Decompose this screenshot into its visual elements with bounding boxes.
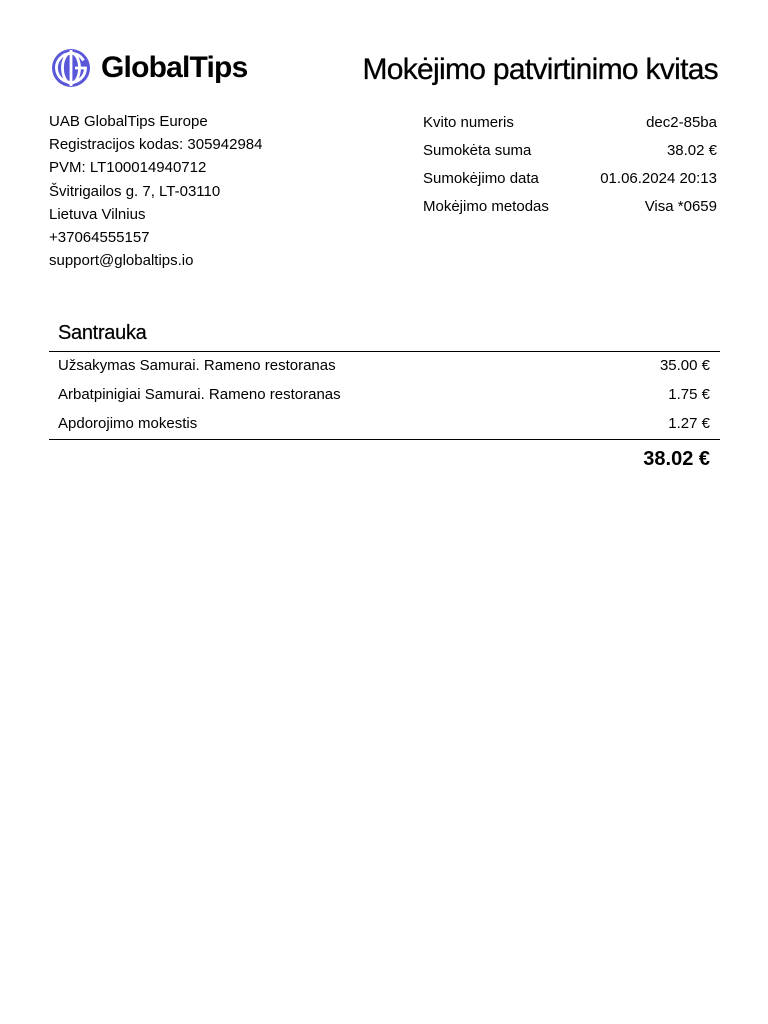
meta-label: Kvito numeris xyxy=(423,114,514,131)
meta-value: 01.06.2024 20:13 xyxy=(600,170,717,187)
meta-row-payment-date xyxy=(423,168,717,196)
line-item xyxy=(58,410,710,439)
company-details xyxy=(49,110,262,272)
line-item-description: Apdorojimo mokestis xyxy=(58,415,198,432)
company-phone: +37064555157 xyxy=(49,229,150,247)
meta-row-amount-paid xyxy=(423,140,717,168)
meta-value: 38.02 € xyxy=(666,142,717,159)
line-item-description: Arbatpinigiai Samurai. Rameno restoranas xyxy=(58,386,341,403)
company-country-city: Lietuva Vilnius xyxy=(49,205,146,223)
line-item-amount: 1.75 € xyxy=(668,386,710,403)
meta-value: Visa *0659 xyxy=(644,198,717,215)
line-item-amount: 35.00 € xyxy=(659,357,710,374)
meta-row-payment-method xyxy=(423,196,717,224)
meta-value: dec2-85ba xyxy=(646,114,717,131)
summary-items-list xyxy=(58,352,710,439)
line-item xyxy=(58,352,710,381)
brand-logo xyxy=(50,47,247,89)
summary-bottom-divider xyxy=(49,439,720,440)
company-vat-code: PVM: LT100014940712 xyxy=(49,159,207,177)
company-email: support@globaltips.io xyxy=(49,252,194,270)
meta-label: Sumokėjimo data xyxy=(423,170,539,187)
line-item xyxy=(58,381,710,410)
summary-heading: Santrauka xyxy=(58,322,147,344)
brand-name: GlobalTips xyxy=(101,51,248,84)
meta-row-receipt-number xyxy=(423,112,717,140)
company-registration-code: Registracijos kodas: 305942984 xyxy=(49,136,263,154)
line-item-description: Užsakymas Samurai. Rameno restoranas xyxy=(58,357,336,374)
company-name: UAB GlobalTips Europe xyxy=(49,113,208,130)
globe-g-logo-icon xyxy=(50,47,92,89)
meta-label: Sumokėta suma xyxy=(423,142,532,159)
document-title: Mokėjimo patvirtinimo kvitas xyxy=(362,53,718,86)
meta-label: Mokėjimo metodas xyxy=(423,198,549,215)
line-item-amount: 1.27 € xyxy=(668,415,710,432)
company-street-address: Švitrigailos g. 7, LT-03110 xyxy=(49,182,221,200)
receipt-meta-table xyxy=(423,112,717,224)
summary-total: 38.02 € xyxy=(643,448,710,470)
